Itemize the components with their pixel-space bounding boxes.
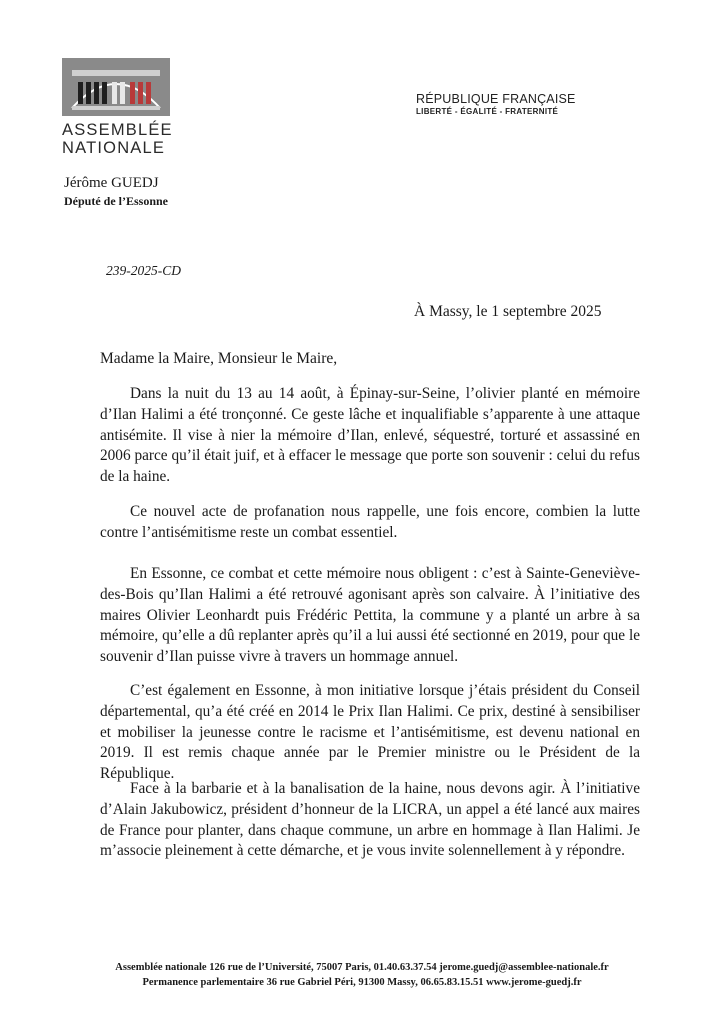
logo-line-1: ASSEMBLÉE	[62, 121, 173, 139]
salutation: Madame la Maire, Monsieur le Maire,	[100, 350, 338, 367]
paragraph-5: Face à la barbarie et à la banalisation de la haine, nous devons agir. À l’initiative d’Alain Jakubowicz, président d’honneur de la LICRA, un appel a été lancé aux maires de France pour planter, dans chaque commune, un arbre en hommage à Ilan Halimi. Je m’associe pleinement à cette démarche, et je vous invite solennellement à y répondre.	[100, 780, 640, 860]
author-title: Député de l’Essonne	[64, 194, 169, 208]
paragraph-2: Ce nouvel acte de profanation nous rappelle, une fois encore, combien la lutte contre l’antisémitisme reste un combat essentiel.	[100, 503, 640, 541]
paragraph-4: C’est également en Essonne, à mon initiative lorsque j’étais président du Conseil départemental, qu’a été créé en 2014 le Prix Ilan Halimi. Ce prix, destiné à sensibiliser et mobiliser la jeunesse contre le racisme et l’antisémitisme, est devenu national en 2019. Il est remis chaque année par le Premier ministre ou le Président de la République.	[100, 682, 640, 783]
author-name: Jérôme GUEDJ	[64, 175, 159, 191]
hemicycle-emblem-icon	[62, 58, 170, 116]
letter-reference: 239-2025-CD	[106, 263, 181, 278]
footer-line-1: Assemblée nationale 126 rue de l’Université, 75007 Paris, 01.40.63.37.54 jerome.guedj@assemblee-nationale.fr	[115, 962, 609, 973]
paragraph-1: Dans la nuit du 13 au 14 août, à Épinay-sur-Seine, l’olivier planté en mémoire d’Ilan Halimi a été tronçonné. Ce geste lâche et inqualifiable s’apparente à une attaque antisémite. Il vise à nier la mémoire d’Ilan, enlevé, séquestré, torturé et assassiné en 2006 parce qu’il était juif, et à effacer le message que porte son souvenir : celui du refus de la haine.	[100, 385, 640, 486]
author-block	[64, 175, 168, 209]
republic-header	[416, 92, 576, 116]
assemblee-nationale-logo	[62, 58, 172, 157]
footer	[0, 960, 724, 990]
republic-motto: LIBERTÉ - ÉGALITÉ - FRATERNITÉ	[416, 107, 559, 116]
footer-line-2: Permanence parlementaire 36 rue Gabriel Péri, 91300 Massy, 06.65.83.15.51 www.jerome-guedj.fr	[142, 977, 582, 988]
place-date: À Massy, le 1 septembre 2025	[414, 303, 602, 320]
paragraph-3: En Essonne, ce combat et cette mémoire nous obligent : c’est à Sainte-Geneviève-des-Bois qu’Ilan Halimi a été retrouvé agonisant après son calvaire. À l’initiative des maires Olivier Leonhardt puis Frédéric Pettita, la commune y a planté un arbre à sa mémoire, qu’elle a dû replanter après qu’il a lui aussi été sectionné en 2019, pour que le souvenir d’Ilan puisse vivre à travers un hommage annuel.	[100, 565, 640, 666]
logo-line-2: NATIONALE	[62, 139, 166, 157]
logo-wordmark	[62, 121, 192, 157]
republic-name: RÉPUBLIQUE FRANÇAISE	[416, 92, 576, 106]
